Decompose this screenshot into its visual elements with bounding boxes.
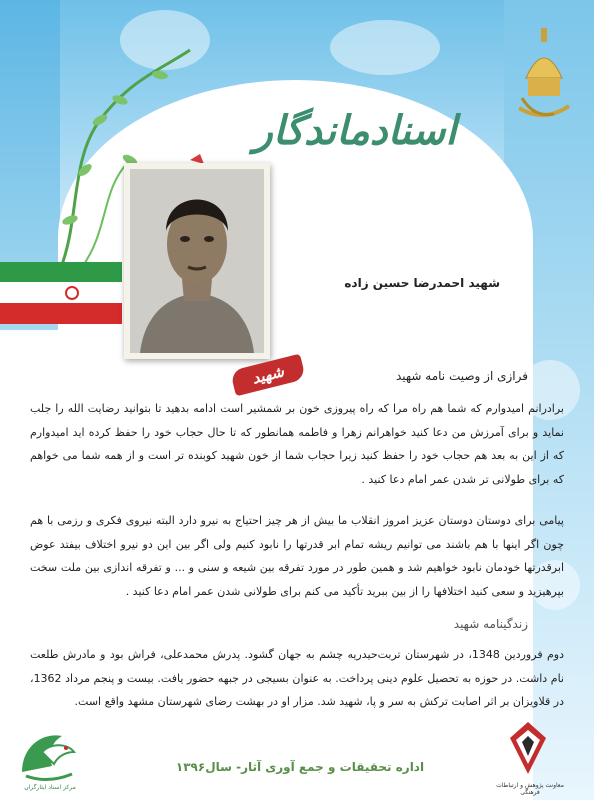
shrine-dome-emblem-icon [514, 28, 574, 128]
right-logo-caption: معاونت پژوهش و ارتباطات فرهنگی [496, 782, 564, 796]
will-paragraph-2: پیامی برای دوستان دوستان عزیز امروز انقلاب ما بیش از هر چیز احتیاج به نیرو دارد البته نیروی فکری و رزمی با هم چون اگر اینها با هم باشند می توانیم ریشه تمام ابر قدرتها را نابود کنیم ولی اگر بین این دو نیرو اختلاف بیفتد عوض ابرقدرتها خودمان نابود خواهیم شد و همین طور در مورد تفرقه بین شیعه و سنی و ... و تفرقه اندازی بین ملت سخت بپرهیزید و سعی کنید اختلافها را از بین ببرید تأکید می کنم برای طولانی شدن عمر امام دعا کنید . [30, 514, 564, 598]
biography-text: دوم فروردین 1348، در شهرستان تربت‌حیدریه چشم به جهان گشود. پدرش محمدعلی، فراش بود و مادرش طلعت نام داشت. در حوزه به تحصیل علوم دینی پرداخت. به عنوان بسیجی در جبهه حضور یافت. بیست و پنجم مرداد 1362، در قلاویزان بر اثر اصابت ترکش به سر و پا، شهید شد. مزار او در بهشت رضای شهرستان مشهد واقع است. [30, 648, 564, 708]
iran-flag-icon [0, 262, 122, 324]
will-paragraph-1: برادرانم امیدوارم که شما هم راه مرا که راه پیروزی خون بر شمشیر است ادامه بدهید تا بتوانید رضایت الله را جلب نماید و برای آمرزش من دعا کنید خواهرانم زهرا و فاطمه همانطور که تا حال حجاب خود را حفظ کرده اید امیدوارم که از این به بعد هم حجاب خود را حفظ کنید زیرا حجاب شما از خون شهید کوبنده تر است و از همه شما می خواهم که برای طولانی تر شدن عمر امام دعا کنید . [30, 402, 564, 486]
martyrs-foundation-logo-icon [502, 718, 554, 780]
left-logo-caption: مرکز اسناد ایثارگران [24, 784, 76, 791]
biography-heading: زندگینامه شهید [453, 617, 528, 631]
dove-hand-logo-icon [12, 722, 84, 784]
martyr-photo [124, 163, 270, 359]
portrait-silhouette-icon [130, 169, 264, 353]
cloud-decoration [330, 20, 440, 75]
footer-text: اداره تحقیقات و جمع آوری آثار- سال۱۳۹۶ [175, 760, 425, 774]
page-title: اسنادماندگار [253, 107, 457, 154]
portrait-image [130, 169, 264, 353]
martyr-badge: شهید [230, 354, 306, 397]
will-heading: فرازی از وصیت نامه شهید [395, 369, 528, 383]
martyr-name: شهید احمدرضا حسین زاده [344, 276, 500, 290]
